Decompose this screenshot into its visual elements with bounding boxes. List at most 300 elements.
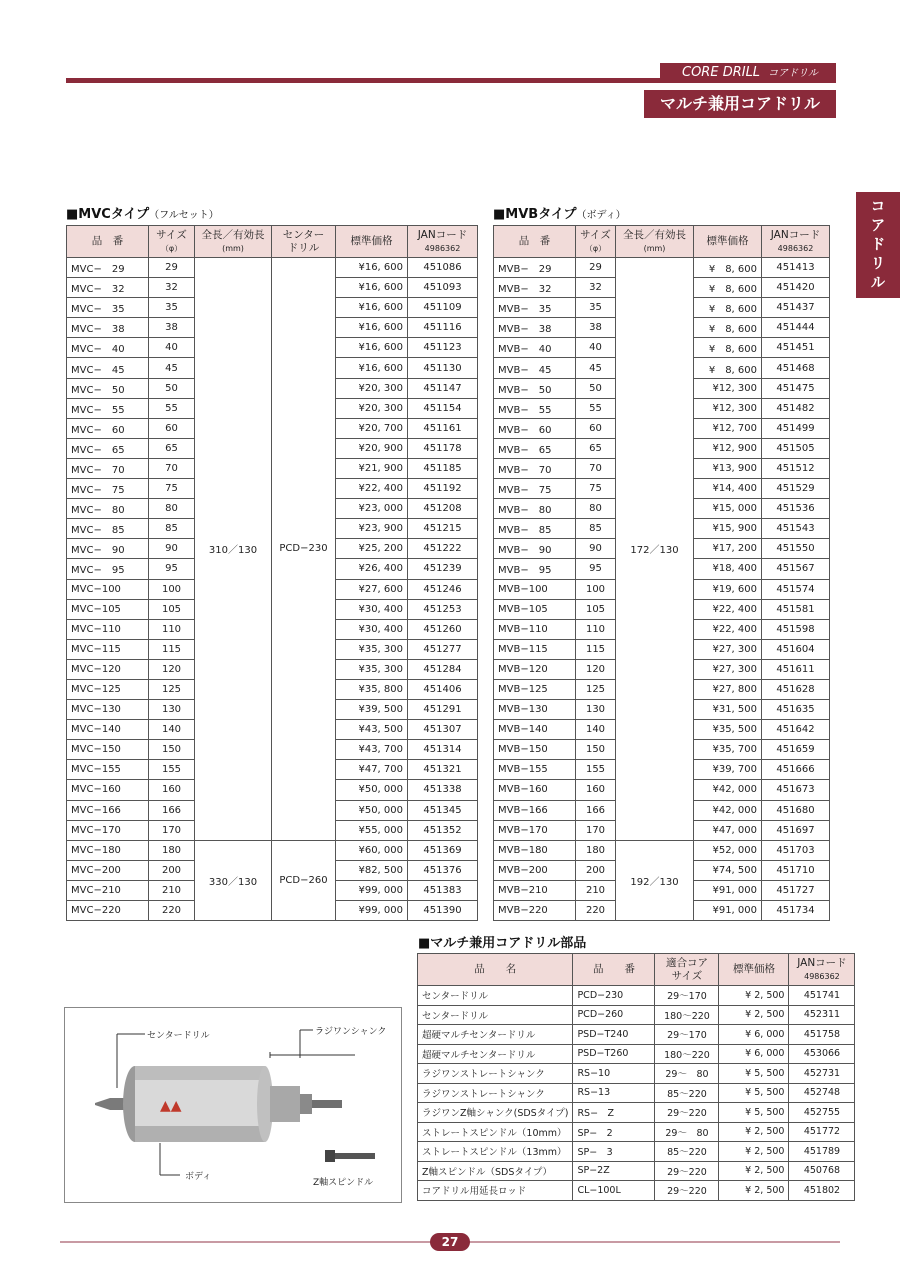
price-cell: ¥20, 300 bbox=[336, 378, 408, 398]
part-number-cell: RS− Z bbox=[573, 1103, 655, 1123]
part-number-cell: MVC− 50 bbox=[67, 378, 149, 398]
part-number-cell: MVB− 60 bbox=[494, 418, 576, 438]
mvb-title-text: ■MVBタイプ bbox=[493, 207, 577, 222]
part-number-cell: MVC− 90 bbox=[67, 539, 149, 559]
compat-size-cell: 29〜220 bbox=[655, 1161, 719, 1181]
jan-cell: 451215 bbox=[408, 519, 478, 539]
size-cell: 80 bbox=[576, 499, 616, 519]
jan-cell: 451284 bbox=[408, 659, 478, 679]
size-cell: 150 bbox=[149, 740, 195, 760]
jan-cell: 451581 bbox=[762, 599, 830, 619]
part-number-cell: MVC−120 bbox=[67, 659, 149, 679]
jan-cell: 451758 bbox=[789, 1025, 855, 1045]
part-name-cell: ストレートスピンドル（10mm） bbox=[418, 1122, 573, 1142]
category-jp: コアドリル bbox=[768, 68, 819, 79]
price-cell: ¥23, 900 bbox=[336, 519, 408, 539]
price-cell: ¥ 2, 500 bbox=[719, 1005, 789, 1025]
size-cell: 95 bbox=[149, 559, 195, 579]
size-cell: 200 bbox=[576, 860, 616, 880]
part-number-cell: MVB− 70 bbox=[494, 458, 576, 478]
size-cell: 75 bbox=[149, 479, 195, 499]
jan-cell: 450768 bbox=[789, 1161, 855, 1181]
parts-header-compat: 適合コア サイズ bbox=[655, 954, 719, 986]
part-number-cell: MVB−130 bbox=[494, 700, 576, 720]
mvc-header-size: サイズ （φ） bbox=[149, 226, 195, 258]
price-cell: ¥31, 500 bbox=[694, 700, 762, 720]
jan-cell: 451659 bbox=[762, 740, 830, 760]
size-cell: 75 bbox=[576, 479, 616, 499]
table-row bbox=[418, 1044, 855, 1064]
price-cell: ¥42, 000 bbox=[694, 780, 762, 800]
part-number-cell: MVC−155 bbox=[67, 760, 149, 780]
part-number-cell: MVB−220 bbox=[494, 901, 576, 921]
jan-cell: 451505 bbox=[762, 438, 830, 458]
part-name-cell: ラジワンストレートシャンク bbox=[418, 1083, 573, 1103]
part-number-cell: MVB− 55 bbox=[494, 398, 576, 418]
size-cell: 155 bbox=[149, 760, 195, 780]
part-name-cell: 超硬マルチセンタードリル bbox=[418, 1044, 573, 1064]
part-number-cell: MVB− 85 bbox=[494, 519, 576, 539]
price-cell: ¥43, 700 bbox=[336, 740, 408, 760]
jan-cell: 451369 bbox=[408, 840, 478, 860]
size-cell: 90 bbox=[576, 539, 616, 559]
size-cell: 166 bbox=[149, 800, 195, 820]
label-shank: ラジワンシャンク bbox=[315, 1027, 387, 1037]
mvb-section-title bbox=[493, 203, 626, 222]
part-number-cell: MVC−180 bbox=[67, 840, 149, 860]
part-number-cell: MVC− 29 bbox=[67, 258, 149, 278]
price-cell: ¥18, 400 bbox=[694, 559, 762, 579]
part-number-cell: MVC−220 bbox=[67, 901, 149, 921]
table-row bbox=[494, 258, 830, 278]
jan-cell: 451406 bbox=[408, 679, 478, 699]
part-number-cell: MVB−140 bbox=[494, 720, 576, 740]
part-number-cell: MVC−160 bbox=[67, 780, 149, 800]
size-cell: 180 bbox=[149, 840, 195, 860]
price-cell: ¥16, 600 bbox=[336, 338, 408, 358]
part-number-cell: MVB−160 bbox=[494, 780, 576, 800]
part-number-cell: MVB−155 bbox=[494, 760, 576, 780]
price-cell: ¥50, 000 bbox=[336, 800, 408, 820]
mvb-header-jan: JANコード 4986362 bbox=[762, 226, 830, 258]
jan-cell: 451789 bbox=[789, 1142, 855, 1162]
table-row bbox=[418, 1025, 855, 1045]
size-cell: 45 bbox=[149, 358, 195, 378]
part-number-cell: MVC−210 bbox=[67, 880, 149, 900]
jan-cell: 451260 bbox=[408, 619, 478, 639]
mvb-price-table bbox=[493, 225, 830, 921]
jan-cell: 451710 bbox=[762, 860, 830, 880]
jan-cell: 451642 bbox=[762, 720, 830, 740]
compat-size-cell: 29〜 80 bbox=[655, 1122, 719, 1142]
mvc-price-table bbox=[66, 225, 478, 921]
part-number-cell: MVB− 45 bbox=[494, 358, 576, 378]
side-index-tab: コアドリル bbox=[856, 192, 900, 298]
part-number-cell: MVC−130 bbox=[67, 700, 149, 720]
price-cell: ¥27, 600 bbox=[336, 579, 408, 599]
price-cell: ¥22, 400 bbox=[694, 619, 762, 639]
part-number-cell: MVB−200 bbox=[494, 860, 576, 880]
size-cell: 85 bbox=[149, 519, 195, 539]
part-number-cell: MVC−100 bbox=[67, 579, 149, 599]
size-cell: 166 bbox=[576, 800, 616, 820]
length-group-cell: 172／130 bbox=[616, 258, 694, 841]
jan-cell: 451420 bbox=[762, 278, 830, 298]
size-cell: 90 bbox=[149, 539, 195, 559]
jan-cell: 451482 bbox=[762, 398, 830, 418]
price-cell: ¥47, 000 bbox=[694, 820, 762, 840]
size-cell: 220 bbox=[149, 901, 195, 921]
parts-header-part-no: 品 番 bbox=[573, 954, 655, 986]
size-cell: 70 bbox=[149, 458, 195, 478]
part-name-cell: ストレートスピンドル（13mm） bbox=[418, 1142, 573, 1162]
jan-cell: 451635 bbox=[762, 700, 830, 720]
part-number-cell: SP− 2 bbox=[573, 1122, 655, 1142]
jan-cell: 451352 bbox=[408, 820, 478, 840]
jan-cell: 451413 bbox=[762, 258, 830, 278]
part-name-cell: Z軸スピンドル（SDSタイプ） bbox=[418, 1161, 573, 1181]
price-cell: ¥17, 200 bbox=[694, 539, 762, 559]
part-name-cell: 超硬マルチセンタードリル bbox=[418, 1025, 573, 1045]
part-number-cell: MVB−170 bbox=[494, 820, 576, 840]
part-number-cell: MVC−200 bbox=[67, 860, 149, 880]
jan-cell: 451345 bbox=[408, 800, 478, 820]
part-number-cell: PCD−230 bbox=[573, 986, 655, 1006]
jan-cell: 451185 bbox=[408, 458, 478, 478]
jan-cell: 451529 bbox=[762, 479, 830, 499]
price-cell: ¥12, 300 bbox=[694, 378, 762, 398]
jan-cell: 451499 bbox=[762, 418, 830, 438]
size-cell: 50 bbox=[149, 378, 195, 398]
jan-cell: 451475 bbox=[762, 378, 830, 398]
size-cell: 38 bbox=[149, 318, 195, 338]
size-cell: 50 bbox=[576, 378, 616, 398]
shank-collar bbox=[270, 1086, 300, 1122]
price-cell: ¥99, 000 bbox=[336, 901, 408, 921]
price-cell: ¥ 5, 500 bbox=[719, 1083, 789, 1103]
part-number-cell: MVC−166 bbox=[67, 800, 149, 820]
jan-cell: 451130 bbox=[408, 358, 478, 378]
part-number-cell: MVB− 50 bbox=[494, 378, 576, 398]
price-cell: ¥50, 000 bbox=[336, 780, 408, 800]
price-cell: ¥15, 900 bbox=[694, 519, 762, 539]
jan-cell: 451147 bbox=[408, 378, 478, 398]
size-cell: 125 bbox=[576, 679, 616, 699]
price-cell: ¥42, 000 bbox=[694, 800, 762, 820]
price-cell: ¥91, 000 bbox=[694, 880, 762, 900]
part-number-cell: MVB−210 bbox=[494, 880, 576, 900]
part-number-cell: MVC− 45 bbox=[67, 358, 149, 378]
part-name-cell: コアドリル用延長ロッド bbox=[418, 1181, 573, 1201]
parts-section-title: ■マルチ兼用コアドリル部品 bbox=[418, 936, 587, 951]
jan-cell: 451802 bbox=[789, 1181, 855, 1201]
part-number-cell: RS−13 bbox=[573, 1083, 655, 1103]
size-cell: 115 bbox=[149, 639, 195, 659]
jan-cell: 451291 bbox=[408, 700, 478, 720]
size-cell: 105 bbox=[576, 599, 616, 619]
price-cell: ¥30, 400 bbox=[336, 619, 408, 639]
compat-size-cell: 180〜220 bbox=[655, 1044, 719, 1064]
part-number-cell: SP−2Z bbox=[573, 1161, 655, 1181]
table-row bbox=[67, 840, 478, 860]
part-number-cell: CL−100L bbox=[573, 1181, 655, 1201]
part-number-cell: MVC−110 bbox=[67, 619, 149, 639]
part-number-cell: MVC− 80 bbox=[67, 499, 149, 519]
mvc-title-sub: （フルセット） bbox=[149, 210, 219, 221]
price-cell: ¥20, 300 bbox=[336, 398, 408, 418]
parts-header-price: 標準価格 bbox=[719, 954, 789, 986]
part-number-cell: MVB−110 bbox=[494, 619, 576, 639]
part-number-cell: MVC−140 bbox=[67, 720, 149, 740]
price-cell: ¥15, 000 bbox=[694, 499, 762, 519]
jan-cell: 451451 bbox=[762, 338, 830, 358]
center-drill-group-cell: PCD−230 bbox=[272, 258, 336, 841]
part-number-cell: MVB− 38 bbox=[494, 318, 576, 338]
part-number-cell: MVC−115 bbox=[67, 639, 149, 659]
price-cell: ¥ 8, 600 bbox=[694, 258, 762, 278]
part-number-cell: MVB− 32 bbox=[494, 278, 576, 298]
part-number-cell: MVC−170 bbox=[67, 820, 149, 840]
price-cell: ¥25, 200 bbox=[336, 539, 408, 559]
price-cell: ¥19, 600 bbox=[694, 579, 762, 599]
mvc-header-part-no: 品 番 bbox=[67, 226, 149, 258]
jan-cell: 451543 bbox=[762, 519, 830, 539]
size-cell: 160 bbox=[149, 780, 195, 800]
price-cell: ¥12, 900 bbox=[694, 438, 762, 458]
part-name-cell: センタードリル bbox=[418, 1005, 573, 1025]
part-number-cell: MVB−150 bbox=[494, 740, 576, 760]
price-cell: ¥ 2, 500 bbox=[719, 1142, 789, 1162]
price-cell: ¥ 6, 000 bbox=[719, 1044, 789, 1064]
price-cell: ¥ 8, 600 bbox=[694, 358, 762, 378]
table-row bbox=[418, 1122, 855, 1142]
part-number-cell: MVC−105 bbox=[67, 599, 149, 619]
price-cell: ¥ 2, 500 bbox=[719, 1181, 789, 1201]
size-cell: 60 bbox=[576, 418, 616, 438]
table-row bbox=[418, 1083, 855, 1103]
jan-cell: 451376 bbox=[408, 860, 478, 880]
table-row bbox=[418, 1103, 855, 1123]
size-cell: 70 bbox=[576, 458, 616, 478]
part-number-cell: MVB− 75 bbox=[494, 479, 576, 499]
price-cell: ¥ 8, 600 bbox=[694, 298, 762, 318]
jan-cell: 451239 bbox=[408, 559, 478, 579]
price-cell: ¥22, 400 bbox=[336, 479, 408, 499]
price-cell: ¥13, 900 bbox=[694, 458, 762, 478]
jan-cell: 451673 bbox=[762, 780, 830, 800]
page-title: マルチ兼用コアドリル bbox=[644, 90, 836, 118]
size-cell: 95 bbox=[576, 559, 616, 579]
part-number-cell: MVB− 40 bbox=[494, 338, 576, 358]
part-number-cell: MVB− 65 bbox=[494, 438, 576, 458]
size-cell: 35 bbox=[149, 298, 195, 318]
part-number-cell: MVC− 38 bbox=[67, 318, 149, 338]
size-cell: 180 bbox=[576, 840, 616, 860]
price-cell: ¥ 8, 600 bbox=[694, 318, 762, 338]
size-cell: 170 bbox=[149, 820, 195, 840]
jan-cell: 451338 bbox=[408, 780, 478, 800]
size-cell: 60 bbox=[149, 418, 195, 438]
jan-cell: 451222 bbox=[408, 539, 478, 559]
size-cell: 85 bbox=[576, 519, 616, 539]
compat-size-cell: 29〜220 bbox=[655, 1103, 719, 1123]
price-cell: ¥27, 800 bbox=[694, 679, 762, 699]
size-cell: 210 bbox=[149, 880, 195, 900]
compat-size-cell: 85〜220 bbox=[655, 1142, 719, 1162]
price-cell: ¥39, 500 bbox=[336, 700, 408, 720]
table-row bbox=[67, 258, 478, 278]
table-row bbox=[418, 986, 855, 1006]
center-drill-group-cell: PCD−260 bbox=[272, 840, 336, 920]
part-number-cell: MVB−125 bbox=[494, 679, 576, 699]
jan-cell: 451680 bbox=[762, 800, 830, 820]
price-cell: ¥16, 600 bbox=[336, 258, 408, 278]
price-cell: ¥ 5, 500 bbox=[719, 1064, 789, 1084]
price-cell: ¥12, 700 bbox=[694, 418, 762, 438]
mvb-header-length: 全長／有効長 (mm) bbox=[616, 226, 694, 258]
part-number-cell: MVB−100 bbox=[494, 579, 576, 599]
part-number-cell: PSD−T260 bbox=[573, 1044, 655, 1064]
mvb-header-part-no: 品 番 bbox=[494, 226, 576, 258]
jan-cell: 451086 bbox=[408, 258, 478, 278]
jan-cell: 451208 bbox=[408, 499, 478, 519]
jan-cell: 451772 bbox=[789, 1122, 855, 1142]
price-cell: ¥14, 400 bbox=[694, 479, 762, 499]
size-cell: 35 bbox=[576, 298, 616, 318]
price-cell: ¥82, 500 bbox=[336, 860, 408, 880]
category-tab bbox=[660, 63, 836, 83]
price-cell: ¥99, 000 bbox=[336, 880, 408, 900]
size-cell: 125 bbox=[149, 679, 195, 699]
price-cell: ¥35, 700 bbox=[694, 740, 762, 760]
jan-cell: 451604 bbox=[762, 639, 830, 659]
price-cell: ¥21, 900 bbox=[336, 458, 408, 478]
table-row bbox=[418, 1161, 855, 1181]
length-group-cell: 310／130 bbox=[195, 258, 272, 841]
mvc-section-title bbox=[66, 203, 219, 222]
part-number-cell: MVC− 40 bbox=[67, 338, 149, 358]
jan-cell: 451437 bbox=[762, 298, 830, 318]
jan-cell: 451703 bbox=[762, 840, 830, 860]
brand-logo-mark: ▲▲ bbox=[160, 1098, 182, 1114]
size-cell: 29 bbox=[576, 258, 616, 278]
jan-cell: 451567 bbox=[762, 559, 830, 579]
parts-header-name: 品 名 bbox=[418, 954, 573, 986]
mvb-header-size: サイズ （φ） bbox=[576, 226, 616, 258]
jan-cell: 451512 bbox=[762, 458, 830, 478]
size-cell: 130 bbox=[576, 700, 616, 720]
price-cell: ¥35, 500 bbox=[694, 720, 762, 740]
size-cell: 210 bbox=[576, 880, 616, 900]
jan-cell: 451277 bbox=[408, 639, 478, 659]
size-cell: 55 bbox=[576, 398, 616, 418]
price-cell: ¥43, 500 bbox=[336, 720, 408, 740]
jan-cell: 451666 bbox=[762, 760, 830, 780]
part-number-cell: MVB−180 bbox=[494, 840, 576, 860]
jan-cell: 451161 bbox=[408, 418, 478, 438]
jan-cell: 453066 bbox=[789, 1044, 855, 1064]
part-number-cell: PCD−260 bbox=[573, 1005, 655, 1025]
price-cell: ¥55, 000 bbox=[336, 820, 408, 840]
part-number-cell: MVC− 35 bbox=[67, 298, 149, 318]
price-cell: ¥ 2, 500 bbox=[719, 986, 789, 1006]
drill-tip bbox=[95, 1098, 125, 1110]
price-cell: ¥16, 600 bbox=[336, 278, 408, 298]
jan-cell: 451550 bbox=[762, 539, 830, 559]
part-number-cell: MVC− 85 bbox=[67, 519, 149, 539]
part-number-cell: MVB− 80 bbox=[494, 499, 576, 519]
size-cell: 160 bbox=[576, 780, 616, 800]
mvc-title-text: ■MVCタイプ bbox=[66, 207, 150, 222]
compat-size-cell: 29〜170 bbox=[655, 986, 719, 1006]
part-number-cell: MVB− 35 bbox=[494, 298, 576, 318]
label-z-spindle: Z軸スピンドル bbox=[313, 1178, 374, 1188]
jan-cell: 451598 bbox=[762, 619, 830, 639]
core-drill-diagram bbox=[65, 1008, 401, 1202]
price-cell: ¥23, 000 bbox=[336, 499, 408, 519]
jan-cell: 451727 bbox=[762, 880, 830, 900]
table-row bbox=[418, 1142, 855, 1162]
mvc-header-center-drill: センター ドリル bbox=[272, 226, 336, 258]
size-cell: 170 bbox=[576, 820, 616, 840]
price-cell: ¥ 2, 500 bbox=[719, 1161, 789, 1181]
price-cell: ¥52, 000 bbox=[694, 840, 762, 860]
part-number-cell: MVC− 32 bbox=[67, 278, 149, 298]
size-cell: 120 bbox=[576, 659, 616, 679]
price-cell: ¥12, 300 bbox=[694, 398, 762, 418]
jan-cell: 451246 bbox=[408, 579, 478, 599]
compat-size-cell: 180〜220 bbox=[655, 1005, 719, 1025]
jan-cell: 451321 bbox=[408, 760, 478, 780]
mvc-header-length: 全長／有効長 (mm) bbox=[195, 226, 272, 258]
size-cell: 115 bbox=[576, 639, 616, 659]
jan-cell: 452748 bbox=[789, 1083, 855, 1103]
mvb-header-price: 標準価格 bbox=[694, 226, 762, 258]
size-cell: 155 bbox=[576, 760, 616, 780]
size-cell: 105 bbox=[149, 599, 195, 619]
price-cell: ¥60, 000 bbox=[336, 840, 408, 860]
jan-cell: 452311 bbox=[789, 1005, 855, 1025]
size-cell: 150 bbox=[576, 740, 616, 760]
size-cell: 40 bbox=[576, 338, 616, 358]
jan-cell: 451468 bbox=[762, 358, 830, 378]
price-cell: ¥35, 300 bbox=[336, 659, 408, 679]
size-cell: 200 bbox=[149, 860, 195, 880]
size-cell: 65 bbox=[149, 438, 195, 458]
size-cell: 140 bbox=[149, 720, 195, 740]
price-cell: ¥27, 300 bbox=[694, 639, 762, 659]
size-cell: 55 bbox=[149, 398, 195, 418]
price-cell: ¥ 5, 500 bbox=[719, 1103, 789, 1123]
jan-cell: 451734 bbox=[762, 901, 830, 921]
part-number-cell: MVC−150 bbox=[67, 740, 149, 760]
part-number-cell: MVB− 95 bbox=[494, 559, 576, 579]
price-cell: ¥ 2, 500 bbox=[719, 1122, 789, 1142]
price-cell: ¥74, 500 bbox=[694, 860, 762, 880]
jan-cell: 451390 bbox=[408, 901, 478, 921]
price-cell: ¥16, 600 bbox=[336, 298, 408, 318]
price-cell: ¥16, 600 bbox=[336, 318, 408, 338]
jan-cell: 451383 bbox=[408, 880, 478, 900]
size-cell: 80 bbox=[149, 499, 195, 519]
jan-cell: 452731 bbox=[789, 1064, 855, 1084]
part-name-cell: ラジワンZ軸シャンク(SDSタイプ) bbox=[418, 1103, 573, 1123]
part-number-cell: MVB− 90 bbox=[494, 539, 576, 559]
part-name-cell: センタードリル bbox=[418, 986, 573, 1006]
jan-cell: 451741 bbox=[789, 986, 855, 1006]
mvc-header-jan: JANコード 4986362 bbox=[408, 226, 478, 258]
compat-size-cell: 85〜220 bbox=[655, 1083, 719, 1103]
